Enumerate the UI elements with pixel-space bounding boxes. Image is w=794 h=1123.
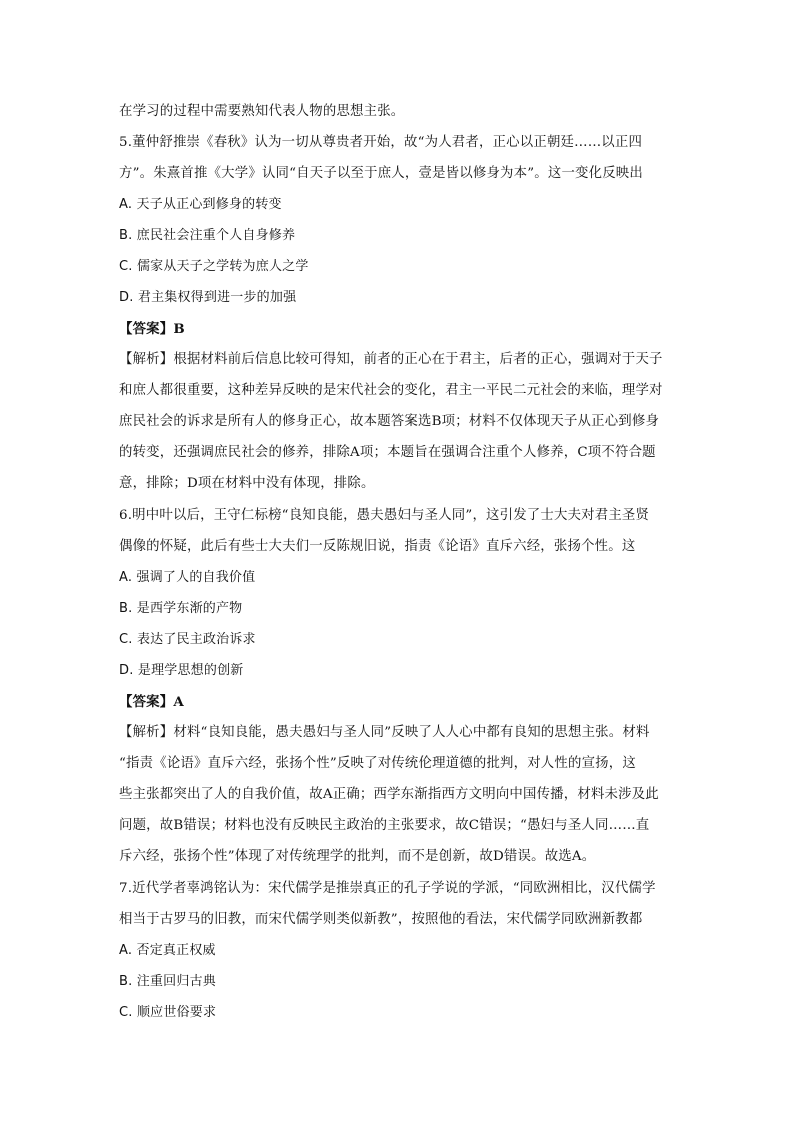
text-line-intro: 在学习的过程中需要熟知代表人物的思想主张。 bbox=[119, 104, 405, 119]
question-5-option-a: A. 天子从正心到修身的转变 bbox=[119, 197, 282, 212]
question-5-option-c: C. 儒家从天子之学转为庶人之学 bbox=[119, 259, 309, 274]
question-6-analysis-line-2: “指责《论语》直斥六经，张扬个性”反映了对传统伦理道德的批判，对人性的宣扬，这 bbox=[119, 756, 636, 771]
question-7-option-c: C. 顺应世俗要求 bbox=[119, 1005, 217, 1020]
question-5-analysis-line-5: 意，排除；D项在材料中没有体现，排除。 bbox=[119, 476, 375, 491]
question-5-option-d: D. 君主集权得到进一步的加强 bbox=[119, 290, 297, 305]
question-7-stem-line-1: 7.近代学者辜鸿铭认为：宋代儒学是推崇真正的孔子学说的学派，“同欧洲相比，汉代儒学 bbox=[119, 881, 656, 896]
question-7-option-b: B. 注重回归古典 bbox=[119, 974, 216, 989]
question-5-option-b: B. 庶民社会注重个人自身修养 bbox=[119, 228, 296, 243]
question-5-analysis-line-3: 庶民社会的诉求是所有人的修身正心，故本题答案选B项；材料不仅体现天子从正心到修身 bbox=[119, 414, 660, 429]
question-6-analysis-line-5: 斥六经，张扬个性”体现了对传统理学的批判，而不是创新，故D错误。故选A。 bbox=[119, 849, 596, 864]
question-6-option-b: B. 是西学东渐的产物 bbox=[119, 601, 243, 616]
question-6-option-c: C. 表达了民主政治诉求 bbox=[119, 632, 256, 647]
question-6-analysis-line-4: 问题，故B错误；材料也没有反映民主政治的主张要求，故C错误；“愚妇与圣人同……直 bbox=[119, 818, 650, 833]
question-6-analysis-line-3: 些主张都突出了人的自我价值，故A正确；西学东渐指西方文明向中国传播，材料未涉及此 bbox=[119, 787, 659, 802]
question-6-analysis-line-1: 【解析】材料“良知良能，愚夫愚妇与圣人同”反映了人人心中都有良知的思想主张。材料 bbox=[119, 725, 650, 740]
question-5-answer: 【答案】B bbox=[119, 321, 185, 337]
question-5-analysis-line-1: 【解析】根据材料前后信息比较可得知，前者的正心在于君主，后者的正心，强调对于天子 bbox=[119, 352, 663, 367]
question-6-stem-line-1: 6.明中叶以后，王守仁标榜“良知良能，愚夫愚妇与圣人同”，这引发了士大夫对君主圣贤 bbox=[119, 508, 650, 523]
question-7-stem-line-2: 相当于古罗马的旧教，而宋代儒学则类似新教”，按照他的看法，宋代儒学同欧洲新教都 bbox=[119, 912, 643, 927]
question-6-option-d: D. 是理学思想的创新 bbox=[119, 663, 244, 678]
question-6-option-a: A. 强调了人的自我价值 bbox=[119, 570, 256, 585]
question-6-stem-line-2: 偶像的怀疑，此后有些士大夫们一反陈规旧说，指责《论语》直斥六经，张扬个性。这 bbox=[119, 539, 636, 554]
question-5-stem-line-1: 5.董仲舒推崇《春秋》认为一切从尊贵者开始，故“为人君者，正心以正朝廷……以正四 bbox=[119, 135, 643, 150]
question-5-analysis-line-4: 的转变，还强调庶民社会的修养，排除A项；本题旨在强调合注重个人修养，C项不符合题 bbox=[119, 445, 656, 460]
question-5-analysis-line-2: 和庶人都很重要，这种差异反映的是宋代社会的变化，君主一平民二元社会的来临，理学对 bbox=[119, 383, 663, 398]
question-5-stem-line-2: 方”。朱熹首推《大学》认同“自天子以至于庶人，壹是皆以修身为本”。这一变化反映出 bbox=[119, 166, 643, 181]
question-7-option-a: A. 否定真正权威 bbox=[119, 943, 216, 958]
question-6-answer: 【答案】A bbox=[119, 694, 184, 710]
